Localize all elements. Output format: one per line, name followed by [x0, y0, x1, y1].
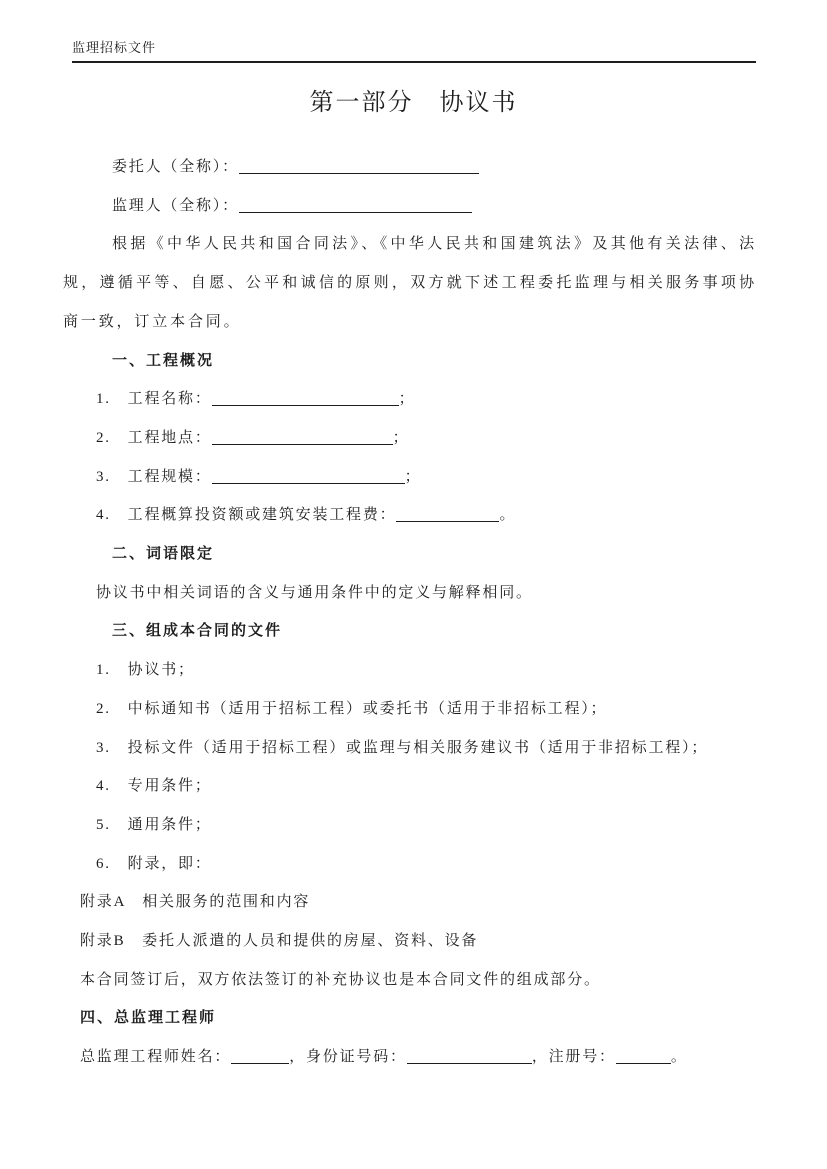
project-name-tail: ；	[398, 391, 416, 408]
line-end-punct: 。	[670, 1049, 688, 1066]
client-name-label: 委托人（全称）：	[112, 159, 239, 175]
header-doc-label: 监理招标文件	[72, 40, 157, 55]
appendix-b-line: 附录B 委托人派遣的人员和提供的房屋、资料、设备	[80, 933, 479, 950]
project-name-label: 1. 工程名称：	[96, 391, 212, 408]
registration-number-blank[interactable]	[616, 1059, 671, 1064]
project-investment-blank[interactable]	[396, 517, 499, 522]
id-number-label: ，身份证号码：	[289, 1049, 407, 1066]
project-name-blank[interactable]	[212, 401, 399, 406]
project-scale-blank[interactable]	[212, 479, 405, 484]
project-location-tail: ；	[392, 429, 410, 446]
section1-heading: 一、工程概况	[112, 351, 215, 369]
section2-body: 协议书中相关词语的含义与通用条件中的定义与解释相同。	[96, 584, 533, 601]
engineer-name-blank[interactable]	[231, 1059, 289, 1064]
project-name-item	[63, 380, 757, 419]
section4-heading: 四、总监理工程师	[80, 1009, 217, 1027]
project-location-blank[interactable]	[212, 440, 393, 445]
project-location-label: 2. 工程地点：	[96, 429, 212, 446]
page-title: 第一部分 协议书	[309, 90, 518, 116]
section2-heading: 二、词语限定	[112, 545, 215, 563]
section3-heading: 三、组成本合同的文件	[112, 622, 283, 640]
project-investment-label: 4. 工程概算投资额或建筑安装工程费：	[96, 507, 397, 524]
client-name-blank[interactable]	[239, 169, 479, 174]
id-number-blank[interactable]	[407, 1059, 532, 1064]
contract-doc-item-3: 3. 投标文件（适用于招标工程）或监理与相关服务建议书（适用于非招标工程）；	[96, 739, 709, 756]
appendix-a-line: 附录A 相关服务的范围和内容	[80, 894, 311, 911]
page-header	[72, 37, 756, 63]
project-location-item	[63, 419, 757, 458]
contract-doc-item-5: 5. 通用条件；	[96, 816, 212, 833]
contract-doc-item-6: 6. 附录，即：	[96, 855, 212, 872]
engineer-name-label: 总监理工程师姓名：	[80, 1049, 232, 1066]
contract-doc-item-4: 4. 专用条件；	[96, 778, 212, 795]
supervisor-name-label: 监理人（全称）：	[112, 197, 239, 214]
intro-paragraph: 根据《中华人民共和国合同法》、《中华人民共和国建筑法》及其他有关法律、法规，遵循平等、自愿、公平和诚信的原则，双方就下述工程委托监理与相关服务事项协商一致，订立本合同。	[63, 236, 757, 330]
contract-doc-item-2: 2. 中标通知书（适用于招标工程）或委托书（适用于非招标工程）；	[96, 700, 608, 717]
client-name-line	[63, 148, 757, 187]
registration-number-label: ，注册号：	[531, 1049, 616, 1066]
supervisor-name-blank[interactable]	[239, 208, 472, 213]
supervisor-name-line	[63, 187, 757, 226]
project-investment-item	[63, 496, 757, 535]
document-body	[63, 148, 757, 1077]
project-scale-tail: ；	[404, 468, 422, 485]
project-investment-tail: 。	[499, 507, 517, 524]
contract-doc-item-1: 1. 协议书；	[96, 662, 195, 679]
project-scale-item	[63, 458, 757, 497]
chief-engineer-line	[63, 1038, 757, 1077]
project-scale-label: 3. 工程规模：	[96, 468, 212, 485]
supplement-line: 本合同签订后，双方依法签订的补充协议也是本合同文件的组成部分。	[80, 971, 601, 988]
